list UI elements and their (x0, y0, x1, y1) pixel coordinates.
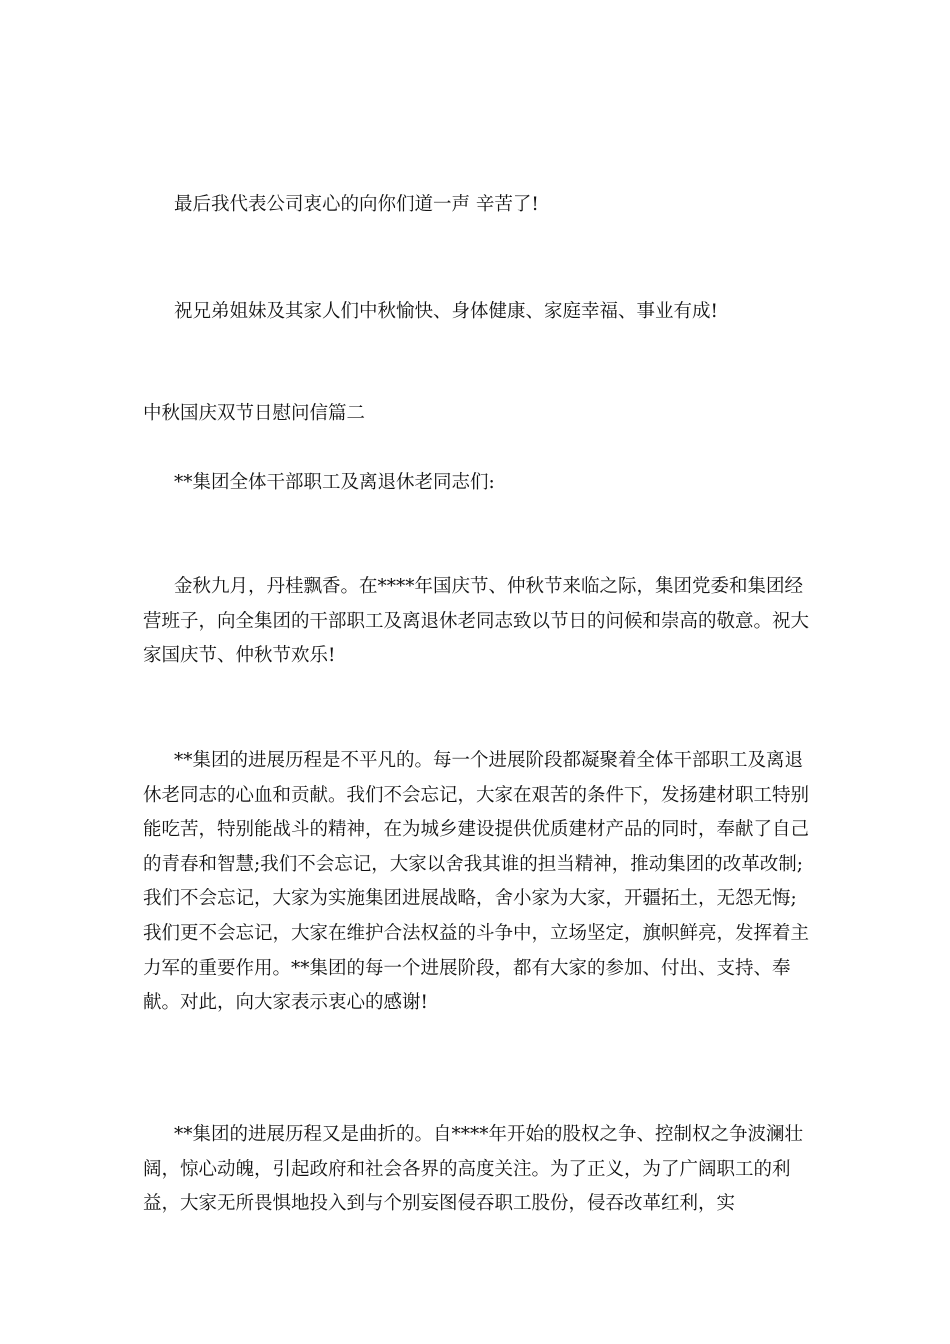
salutation: **集团全体干部职工及离退休老同志们: (174, 472, 495, 493)
struggle-paragraph: **集团的进展历程又是曲折的。自****年开始的股权之争、控制权之争波澜壮阔，惊心动魄，引起政府和社会各界的高度关注。为了正义，为了广阔职工的利益，大家无所畏惧地投入到与个别妄图侵吞职工股份，侵吞改革红利，实 (143, 1124, 804, 1215)
closing-paragraph: 最后我代表公司衷心的向你们道一声 辛苦了! (174, 194, 539, 215)
greeting-paragraph: 金秋九月，丹桂飘香。在****年国庆节、仲秋节来临之际，集团党委和集团经营班子，向全集团的干部职工及离退休老同志致以节日的问候和崇高的敬意。祝大家国庆节、仲秋节欢乐! (143, 576, 810, 667)
wishes-paragraph: 祝兄弟姐妹及其家人们中秋愉快、身体健康、家庭幸福、事业有成! (174, 301, 718, 322)
history-paragraph: **集团的进展历程是不平凡的。每一个进展阶段都凝聚着全体干部职工及离退休老同志的心血和贡献。我们不会忘记，大家在艰苦的条件下，发扬建材职工特别能吃苦，特别能战斗的精神，在为城乡建设提供优质建材产品的同时，奉献了自己的青春和智慧;我们不会忘记，大家以舍我其谁的担当精神，推动集团的改革改制;我们不会忘记，大家为实施集团进展战略，舍小家为大家，开疆拓土，无怨无悔;我们更不会忘记，大家在维护合法权益的斗争中，立场坚定，旗帜鲜亮，发挥着主力军的重要作用。**集团的每一个进展阶段，都有大家的参加、付出、支持、奉献。对此，向大家表示衷心的感谢! (143, 750, 810, 1014)
section-heading: 中秋国庆双节日慰问信篇二 (143, 403, 366, 424)
